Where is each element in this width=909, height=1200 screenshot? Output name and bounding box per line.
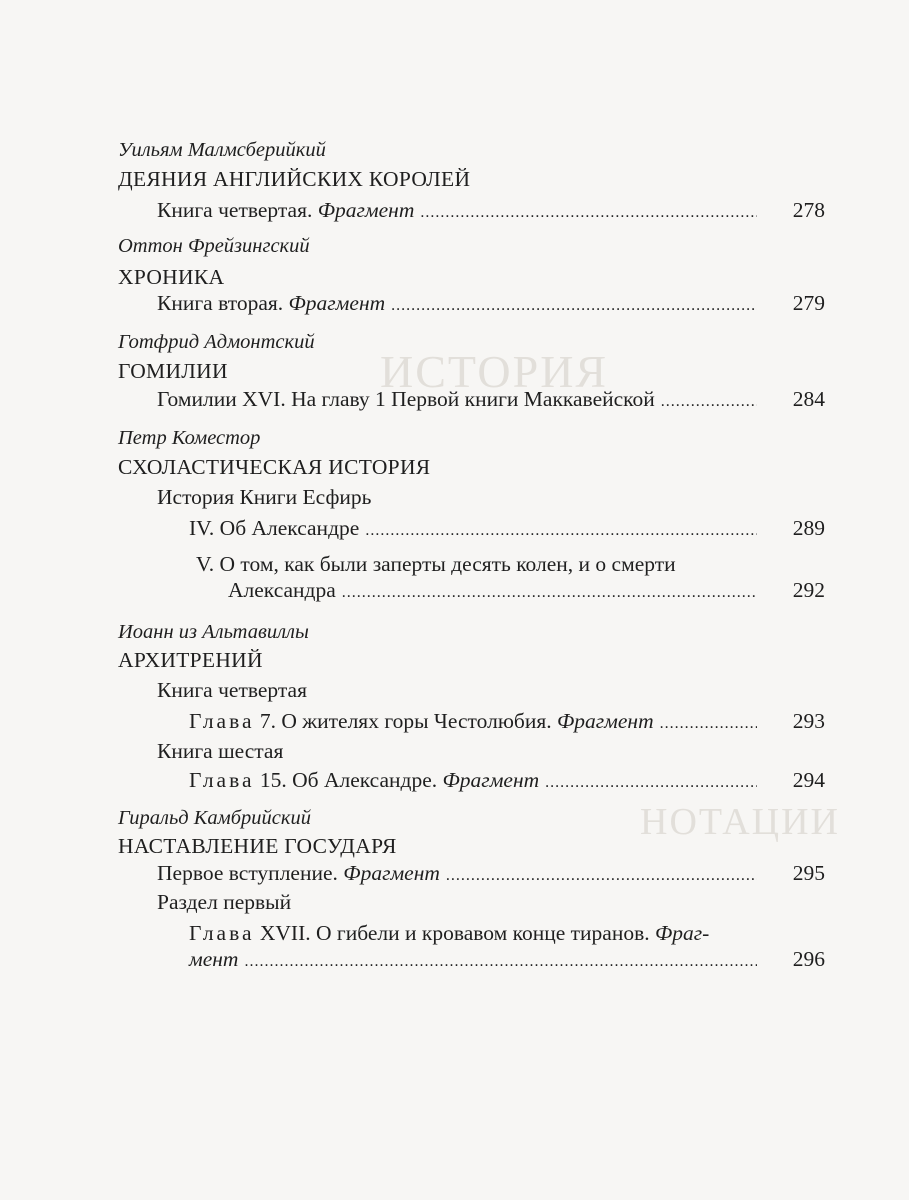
page-number: 294 <box>792 768 825 792</box>
page-number: 278 <box>792 198 825 222</box>
page-number: 284 <box>792 387 825 411</box>
page-number: 293 <box>792 709 825 733</box>
author-name: Готфрид Адмонтский <box>118 331 315 353</box>
toc-entry[interactable] <box>157 195 825 228</box>
entry-text: Книга четвертая. <box>157 198 318 222</box>
entry-text[interactable]: V. О том, как были заперты десять колен, и о смерти <box>196 552 676 576</box>
author-name: Уильям Малмсберийкий <box>118 139 326 161</box>
section-title: ГОМИЛИИ <box>118 359 228 383</box>
page-number: 292 <box>792 578 825 602</box>
chapter-label: Глава <box>189 709 255 733</box>
entry-text: 15. Об Александре. <box>254 768 443 792</box>
leader-dots <box>545 768 757 798</box>
leader-dots <box>244 947 757 977</box>
entry-italic: Фраг- <box>654 921 710 945</box>
leader-dots <box>391 291 757 321</box>
leader-dots <box>420 198 757 228</box>
bleed-through-decoration: ИСТОРИЯ <box>380 346 609 397</box>
toc-entry[interactable] <box>189 706 825 739</box>
section-title: СХОЛАСТИЧЕСКАЯ ИСТОРИЯ <box>118 455 431 479</box>
toc-entry[interactable] <box>228 575 825 608</box>
entry-text: Книга вторая. <box>157 291 289 315</box>
toc-entry[interactable] <box>189 944 825 977</box>
subsection-title: Книга четвертая <box>157 678 307 702</box>
subsection-title: Книга шестая <box>157 739 284 763</box>
entry-text-part: XVII. О гибели и кровавом конце тиранов. <box>254 921 655 945</box>
chapter-label: Глава <box>189 768 255 792</box>
leader-dots <box>446 861 757 891</box>
entry-italic: Фрагмент <box>442 768 540 792</box>
entry-text: Гомилии XVI. На главу 1 Первой книги Маккавейской <box>157 387 655 411</box>
page-number: 296 <box>792 947 825 971</box>
author-name: Гиральд Камбрийский <box>118 807 311 829</box>
author-name: Петр Коместор <box>118 427 261 449</box>
entry-text: Первое вступление. <box>157 861 344 885</box>
entry-text: IV. Об Александре <box>189 516 360 540</box>
entry-italic: Фрагмент <box>343 861 440 885</box>
page-number: 289 <box>792 516 825 540</box>
toc-entry[interactable] <box>189 513 825 546</box>
page-number: 295 <box>792 861 825 885</box>
section-title: АРХИТРЕНИЙ <box>118 648 263 672</box>
leader-dots <box>365 516 757 546</box>
entry-italic: Фрагмент <box>288 291 386 315</box>
section-title: НАСТАВЛЕНИЕ ГОСУДАРЯ <box>118 834 397 858</box>
author-name: Иоанн из Альтавиллы <box>118 621 309 643</box>
toc-entry[interactable] <box>157 288 825 321</box>
page-number: 279 <box>792 291 825 315</box>
chapter-label: Глава <box>189 921 255 945</box>
entry-italic: мент <box>189 947 239 971</box>
section-title: ДЕЯНИЯ АНГЛИЙСКИХ КОРОЛЕЙ <box>118 167 471 191</box>
subsection-title: История Книги Есфирь <box>157 485 372 509</box>
leader-dots <box>661 387 757 417</box>
entry-text: 7. О жителях горы Честолюбия. <box>254 709 557 733</box>
leader-dots <box>660 709 757 739</box>
toc-entry[interactable] <box>157 384 825 417</box>
leader-dots <box>342 578 757 608</box>
toc-entry[interactable] <box>189 765 825 798</box>
subsection-title: Раздел первый <box>157 890 292 914</box>
section-title: ХРОНИКА <box>118 265 225 289</box>
entry-italic: Фрагмент <box>317 198 415 222</box>
author-name: Оттон Фрейзингский <box>118 235 310 257</box>
entry-text: Александра <box>228 578 336 602</box>
bleed-through-decoration: НОТАЦИИ <box>640 801 840 843</box>
entry-italic: Фрагмент <box>556 709 654 733</box>
